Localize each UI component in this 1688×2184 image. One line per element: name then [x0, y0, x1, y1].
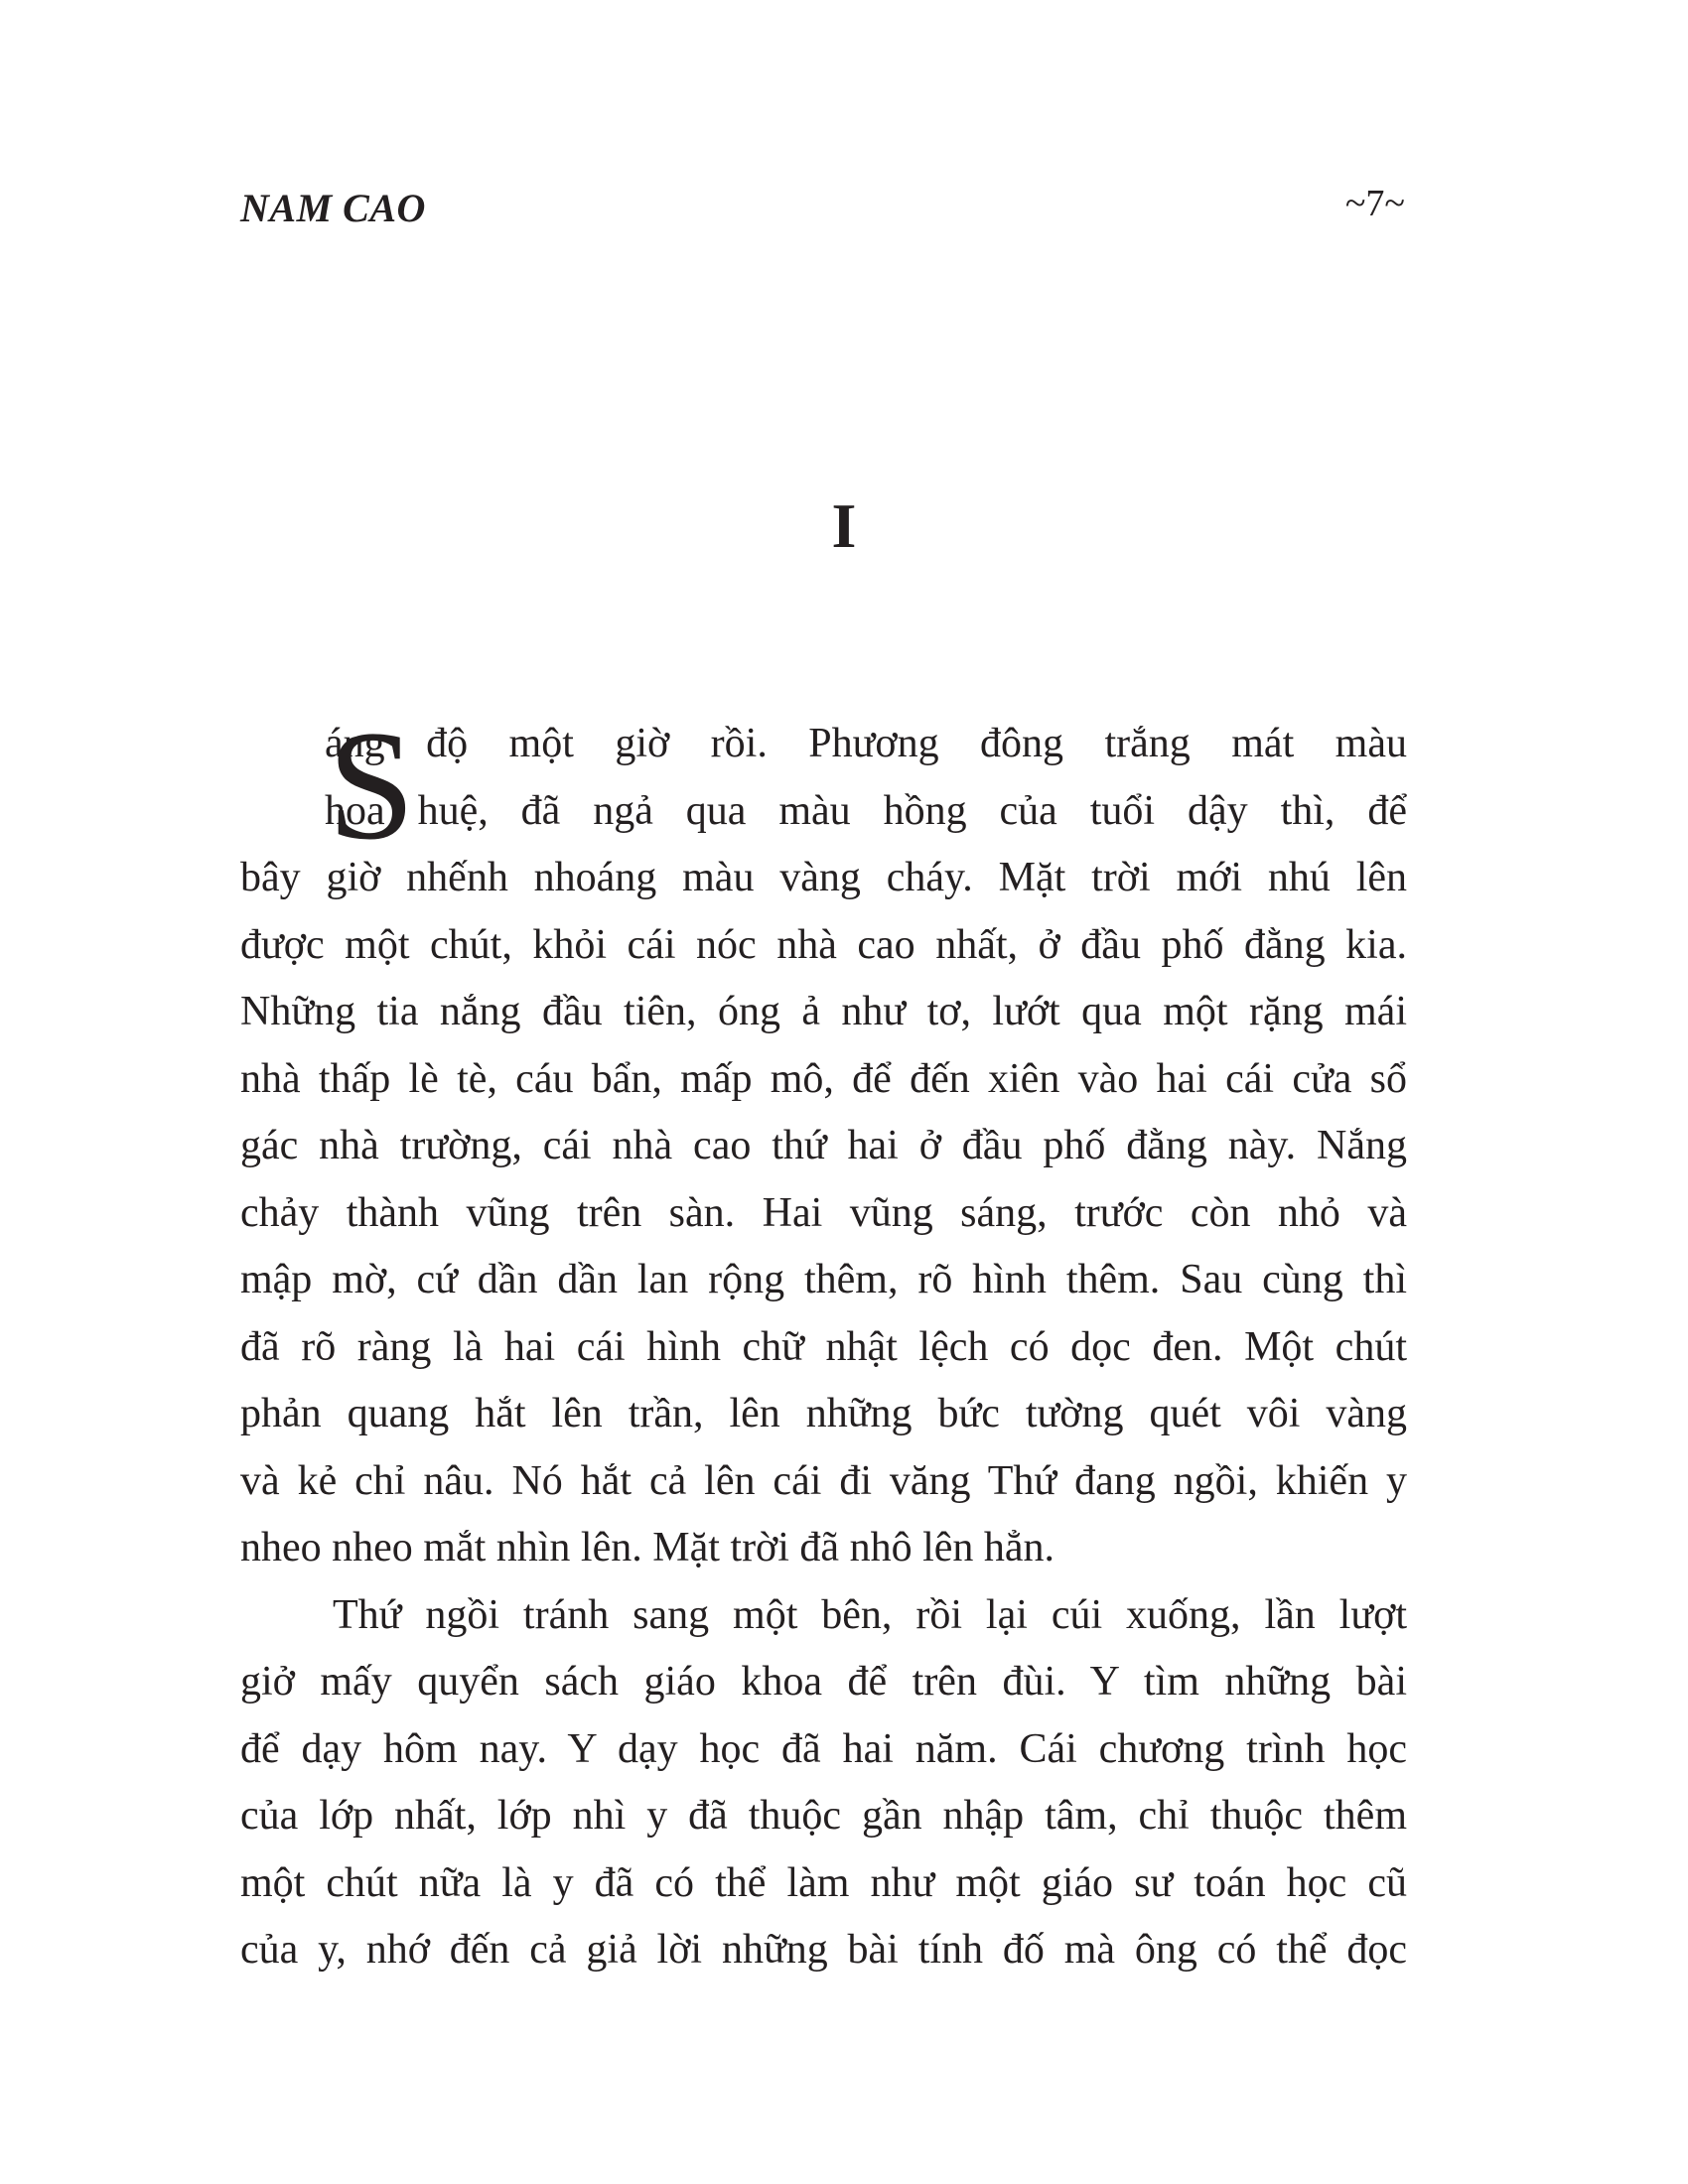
text-line: hoa huệ, đã ngả qua màu hồng của tuổi dậy thì, để [325, 787, 1407, 834]
text-line: Thứ ngồi tránh sang một bên, rồi lại cúi xuống, lần lượt [333, 1591, 1407, 1638]
paragraph-2 [240, 1582, 1407, 1984]
text-line: bây giờ nhếnh nhoáng màu vàng cháy. Mặt trời mới nhú lên [240, 855, 1407, 900]
text-line: phản quang hắt lên trần, lên những bức tường quét vôi vàng [240, 1391, 1407, 1436]
text-line: của lớp nhất, lớp nhì y đã thuộc gần nhập tâm, chỉ thuộc thêm [240, 1793, 1407, 1839]
text-line: Những tia nắng đầu tiên, óng ả như tơ, lướt qua một rặng mái [240, 989, 1407, 1034]
text-line: nhà thấp lè tè, cáu bẩn, mấp mô, để đến xiên vào hai cái cửa sổ [240, 1055, 1407, 1102]
text-line: nheo nheo mắt nhìn lên. Mặt trời đã nhô lên hẳn. [240, 1525, 1055, 1570]
text-line: chảy thành vũng trên sàn. Hai vũng sáng, trước còn nhỏ và [240, 1189, 1407, 1236]
text-line: áng độ một giờ rồi. Phương đông trắng mát màu [325, 721, 1407, 766]
text-line: của y, nhớ đến cả giả lời những bài tính đố mà ông có thể đọc [240, 1927, 1407, 1973]
text-line: và kẻ chỉ nâu. Nó hắt cả lên cái đi văng Thứ đang ngồi, khiến y [240, 1457, 1407, 1504]
running-head-author: NAM CAO [240, 186, 426, 230]
page-number: ~7~ [1344, 183, 1405, 224]
chapter-heading: I [831, 490, 857, 561]
drop-cap: S [328, 699, 415, 873]
text-line: để dạy hôm nay. Y dạy học đã hai năm. Cái chương trình học [240, 1725, 1407, 1772]
text-line: gác nhà trường, cái nhà cao thứ hai ở đầu phố đằng này. Nắng [240, 1123, 1407, 1168]
text-line: được một chút, khỏi cái nóc nhà cao nhất, ở đầu phố đằng kia. [240, 921, 1407, 968]
body-text [240, 699, 1407, 1984]
paragraph-1 [240, 699, 1407, 1582]
text-line: giở mấy quyển sách giáo khoa để trên đùi. Y tìm những bài [240, 1659, 1407, 1705]
text-line: mập mờ, cứ dần dần lan rộng thêm, rõ hình thêm. Sau cùng thì [240, 1257, 1407, 1302]
text-line: một chút nữa là y đã có thể làm như một giáo sư toán học cũ [240, 1859, 1407, 1906]
text-line: đã rõ ràng là hai cái hình chữ nhật lệch có dọc đen. Một chút [240, 1323, 1407, 1370]
